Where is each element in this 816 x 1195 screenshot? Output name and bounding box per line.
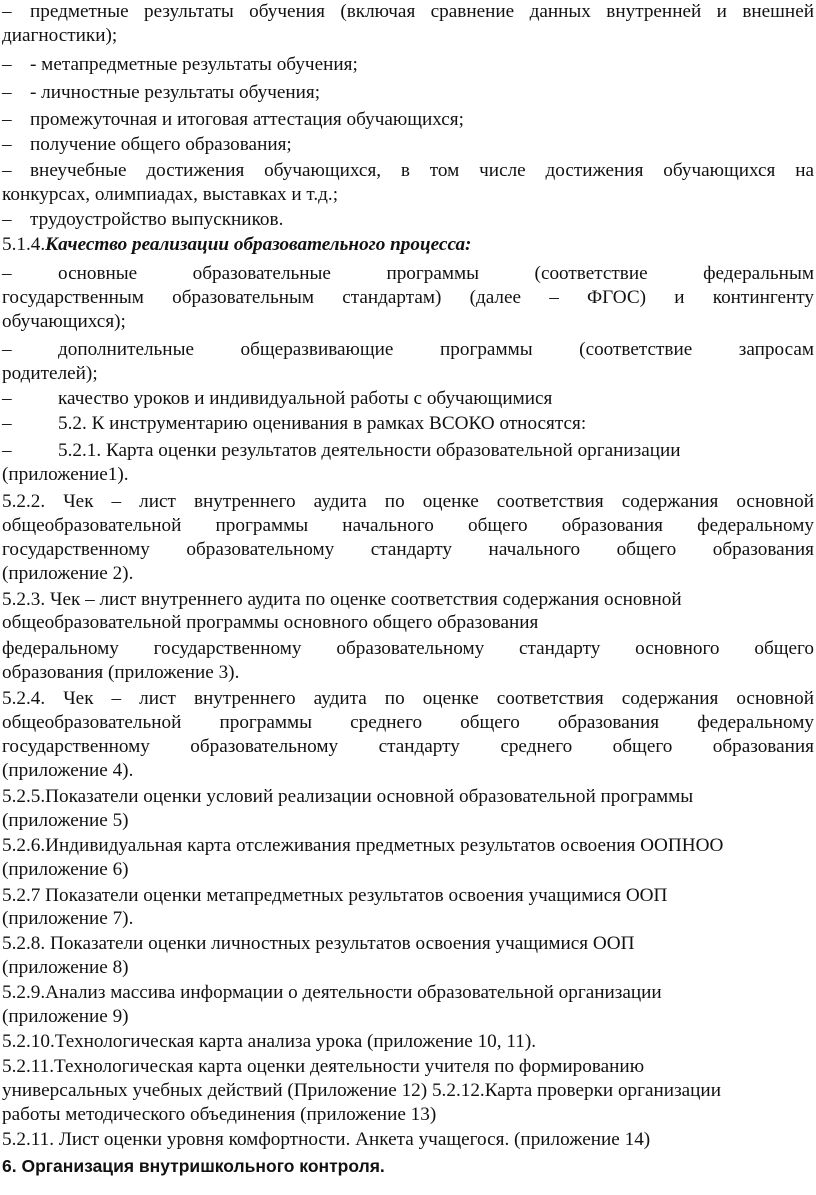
dash-bullet: –: [2, 388, 12, 409]
text-line: универсальных учебных действий (Приложение 12) 5.2.12.Карта проверки организации: [2, 1080, 721, 1101]
section-number: 5.1.4.: [2, 234, 46, 255]
section-title: Качество реализации образовательного процесса:: [45, 234, 472, 255]
text-line: общеобразовательной программы среднего общего образования федеральному: [2, 712, 814, 733]
text-line: 5.2.5.Показатели оценки условий реализации основной образовательной программы: [2, 786, 694, 807]
text-line: 5.2.11.Технологическая карта оценки деятельности учителя по формированию: [2, 1056, 645, 1077]
line-text: внеучебные достижения обучающихся, в том числе достижения обучающихся на: [30, 160, 814, 181]
text-line: (приложение 4).: [2, 760, 134, 781]
text-line: государственному образовательному стандарту среднего общего образования: [2, 736, 814, 757]
text-line: общеобразовательной программы основного общего образования: [2, 612, 539, 633]
list-item: [2, 208, 814, 232]
text-line: (приложение 6): [2, 859, 129, 880]
dash-bullet: –: [2, 413, 12, 434]
text-line: родителей);: [2, 363, 98, 384]
line-text: дополнительные общеразвивающие программы (соответствие запросам: [58, 339, 814, 360]
line-text: - метапредметные результаты обучения;: [30, 54, 358, 75]
line-text: трудоустройство выпускников.: [30, 209, 284, 230]
text-line: диагностики);: [2, 25, 118, 46]
dash-bullet: –: [2, 209, 12, 230]
line-text: получение общего образования;: [30, 134, 292, 155]
list-item: [2, 387, 814, 411]
list-item: [2, 0, 814, 24]
list-item: [2, 439, 814, 463]
list-item: [2, 262, 814, 286]
dash-bullet: –: [2, 1, 12, 22]
dash-bullet: –: [2, 109, 12, 130]
dash-bullet: –: [2, 54, 12, 75]
text-line: (приложение 7).: [2, 908, 134, 929]
text-line: работы методического объединения (приложение 13): [2, 1104, 437, 1125]
text-line: 5.2.3. Чек – лист внутреннего аудита по оценке соответствия содержания основной: [2, 589, 682, 610]
text-line: государственному образовательному стандарту начального общего образования: [2, 539, 814, 560]
text-line: 5.2.8. Показатели оценки личностных результатов освоения учащимися ООП: [2, 933, 635, 954]
line-text: промежуточная и итоговая аттестация обучающихся;: [30, 109, 464, 130]
text-line: 5.2.9.Анализ массива информации о деятельности образовательной организации: [2, 982, 662, 1003]
section-heading: [2, 233, 814, 257]
text-line: 5.2.2. Чек – лист внутреннего аудита по оценке соответствия содержания основной: [2, 491, 814, 512]
text-line: 5.2.6.Индивидуальная карта отслеживания предметных результатов освоения ООПНОО: [2, 835, 724, 856]
text-line: общеобразовательной программы начального общего образования федеральному: [2, 515, 814, 536]
line-text: 5.2.1. Карта оценки результатов деятельности образовательной организации: [58, 440, 681, 461]
text-line: (приложение 8): [2, 957, 129, 978]
dash-bullet: –: [2, 440, 12, 461]
text-line: (приложение 9): [2, 1006, 129, 1027]
text-line: 5.2.10.Технологическая карта анализа урока (приложение 10, 11).: [2, 1031, 537, 1052]
list-item: [2, 108, 814, 132]
line-text: качество уроков и индивидуальной работы с обучающимися: [58, 388, 553, 409]
dash-bullet: –: [2, 263, 12, 284]
list-item: [2, 53, 814, 77]
text-line: образования (приложение 3).: [2, 662, 240, 683]
list-item: [2, 133, 814, 157]
text-line: (приложение 5): [2, 810, 129, 831]
dash-bullet: –: [2, 134, 12, 155]
dash-bullet: –: [2, 82, 12, 103]
dash-bullet: –: [2, 339, 12, 360]
list-item: [2, 338, 814, 362]
text-line: обучающихся);: [2, 311, 126, 332]
text-line: (приложение 2).: [2, 563, 134, 584]
line-text: 5.2. К инструментарию оценивания в рамках ВСОКО относятся:: [58, 413, 587, 434]
line-text: предметные результаты обучения (включая сравнение данных внутренней и внешней: [30, 1, 814, 22]
text-line: государственным образовательным стандартам) (далее – ФГОС) и контингенту: [2, 287, 814, 308]
text-line: 5.2.4. Чек – лист внутреннего аудита по оценке соответствия содержания основной: [2, 688, 814, 709]
text-line: федеральному государственному образовательному стандарту основного общего: [2, 638, 814, 659]
list-item: [2, 412, 814, 436]
text-line: 5.2.7 Показатели оценки метапредметных результатов освоения учащимися ООП: [2, 885, 668, 906]
dash-bullet: –: [2, 160, 12, 181]
text-line: конкурсах, олимпиадах, выставках и т.д.;: [2, 184, 339, 205]
list-item: [2, 159, 814, 183]
text-line: (приложение1).: [2, 464, 129, 485]
line-text: - личностные результаты обучения;: [30, 82, 321, 103]
text-line: 5.2.11. Лист оценки уровня комфортности. Анкета учащегося. (приложение 14): [2, 1129, 651, 1150]
section-heading: 6. Организация внутришкольного контроля.: [2, 1156, 385, 1176]
line-text: основные образовательные программы (соответствие федеральным: [58, 263, 814, 284]
list-item: [2, 81, 814, 105]
